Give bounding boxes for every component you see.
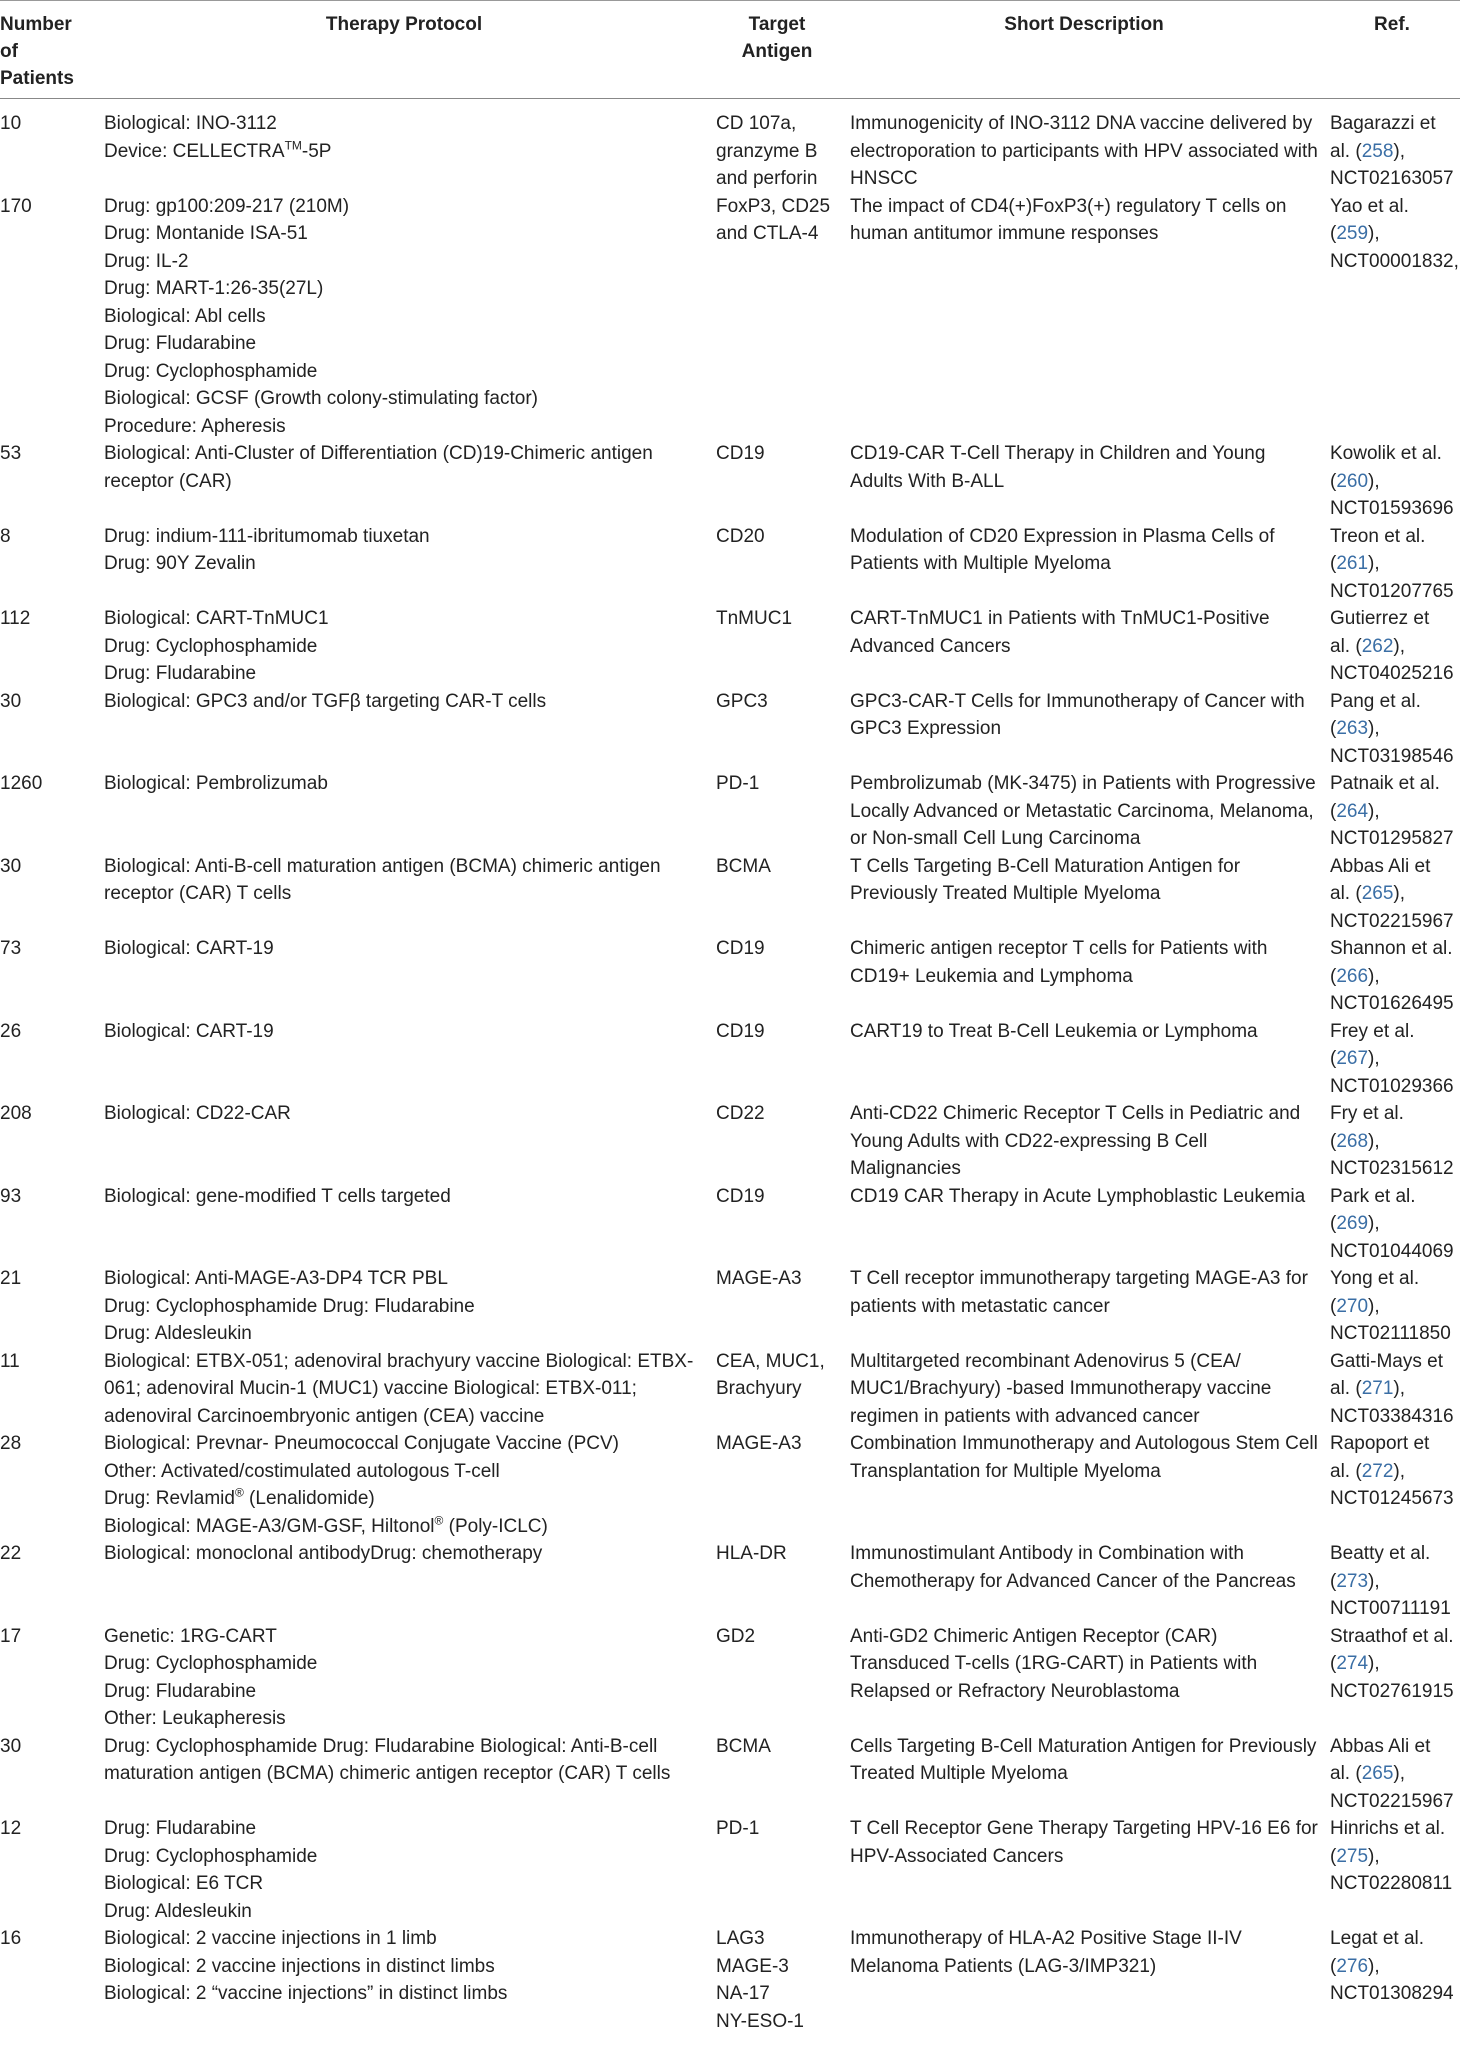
reference-author: Patnaik et al. [1330, 773, 1440, 794]
reference-author: Pang et al. [1330, 690, 1421, 712]
reference-cell: Rapoport et al. (272), NCT01245673 [1330, 1433, 1454, 1509]
patients-cell: 53 [0, 443, 22, 464]
patients-cell: 30 [0, 855, 22, 877]
reference-nct-id: NCT01207765 [1330, 580, 1454, 602]
reference-cell: Park et al. (269), NCT01044069 [1330, 1185, 1454, 1262]
reference-nct-id: NCT03384316 [1330, 1405, 1454, 1427]
therapy-protocol-cell [98, 1183, 710, 1266]
protocol-item: Other: Activated/costimulated autologous T-cell [104, 1460, 500, 1482]
table-row [0, 688, 1460, 771]
patients-cell: 21 [0, 1268, 22, 1289]
therapy-protocol-cell [98, 1348, 710, 1431]
protocol-item: Drug: Cyclophosphamide [104, 360, 318, 382]
therapy-protocol-cell [98, 1815, 710, 1925]
reference-nct-id: NCT01245673 [1330, 1488, 1454, 1509]
reference-nct-id: NCT03198546 [1330, 745, 1454, 767]
protocol-item: Biological: MAGE-A3/GM-GSF, Hiltonol® (Poly-ICLC) [104, 1513, 548, 1537]
reference-author: Shannon et al. [1330, 938, 1453, 959]
reference-citation-link[interactable]: 259 [1336, 223, 1369, 244]
table-row [0, 935, 1460, 1018]
header-target-antigen: Target Antigen [710, 1, 844, 99]
protocol-item: Drug: Fludarabine [104, 663, 257, 684]
target-antigen-cell: PD-1 [716, 1818, 760, 1839]
table-row [0, 99, 1460, 193]
reference-cell: Abbas Ali et al. (265), NCT02215967 [1330, 855, 1454, 932]
protocol-item: Biological: 2 vaccine injections in distinct limbs [104, 1955, 495, 1977]
protocol-item: Biological: Anti-B-cell maturation antigen (BCMA) chimeric antigen receptor (CAR) T cells [104, 855, 661, 904]
table-row [0, 1815, 1460, 1925]
target-antigen-cell: HLA-DR [716, 1543, 787, 1564]
reference-cell: Gatti-Mays et al. (271), NCT03384316 [1330, 1350, 1454, 1427]
target-antigen-cell: CD 107a, granzyme B and perforin [716, 113, 818, 189]
table-row [0, 440, 1460, 523]
reference-citation-link[interactable]: 272 [1361, 1460, 1394, 1482]
antigen-item: MAGE-3 [716, 1955, 789, 1977]
header-row [0, 1, 1460, 99]
reference-nct-id: NCT01626495 [1330, 993, 1454, 1014]
reference-cell: Hinrichs et al. (275), NCT02280811 [1330, 1818, 1453, 1894]
table-row [0, 770, 1460, 853]
protocol-item: Drug: Aldesleukin [104, 1323, 252, 1344]
table-row [0, 1733, 1460, 1816]
therapy-protocol-cell [98, 1265, 710, 1348]
header-short-description: Short Description [844, 1, 1324, 99]
short-description-cell: CD19-CAR T-Cell Therapy in Children and Young Adults With B-ALL [850, 443, 1266, 492]
reference-citation-link[interactable]: 258 [1361, 140, 1394, 162]
patients-cell: 112 [0, 608, 31, 629]
reference-nct-id: NCT02280811 [1330, 1873, 1453, 1894]
table-header [0, 1, 1460, 99]
table-row [0, 1925, 1460, 2035]
protocol-item: Biological: CART-TnMUC1 [104, 608, 329, 629]
patients-cell: 10 [0, 113, 22, 134]
reference-cell: Gutierrez et al. (262), NCT04025216 [1330, 608, 1454, 684]
reference-nct-id: NCT02215967 [1330, 910, 1454, 932]
therapy-protocol-cell [98, 99, 710, 193]
therapy-protocol-cell [98, 193, 710, 441]
short-description-cell: Pembrolizumab (MK-3475) in Patients with Progressive Locally Advanced or Metastatic Carcinoma, Melanoma, or Non-small Cell Lung Carcinoma [850, 773, 1316, 849]
reference-author: Yao et al. [1330, 195, 1409, 217]
reference-citation-link[interactable]: 260 [1336, 470, 1369, 492]
reference-citation-link[interactable]: 262 [1361, 635, 1394, 657]
short-description-cell: Modulation of CD20 Expression in Plasma Cells of Patients with Multiple Myeloma [850, 525, 1275, 574]
target-antigen-cell: CD19 [716, 938, 765, 959]
reference-citation-link[interactable]: 264 [1336, 800, 1369, 822]
reference-author: Yong et al. [1330, 1268, 1420, 1289]
header-therapy-protocol: Therapy Protocol [98, 1, 710, 99]
protocol-item: Drug: indium-111-ibritumomab tiuxetan [104, 525, 430, 547]
reference-nct-id: NCT02761915 [1330, 1680, 1454, 1702]
table-row [0, 1540, 1460, 1623]
protocol-item: Drug: gp100:209-217 (210M) [104, 195, 350, 217]
therapy-protocol-cell [98, 770, 710, 853]
therapy-protocol-cell [98, 605, 710, 688]
protocol-item: Biological: GPC3 and/or TGFβ targeting CAR-T cells [104, 690, 547, 712]
therapy-protocol-cell [98, 1100, 710, 1183]
short-description-cell: CD19 CAR Therapy in Acute Lymphoblastic Leukemia [850, 1185, 1306, 1207]
therapy-protocol-cell [98, 688, 710, 771]
reference-nct-id: NCT02215967 [1330, 1790, 1454, 1812]
reference-author: Park et al. [1330, 1185, 1416, 1207]
reference-author: Frey et al. [1330, 1020, 1415, 1042]
short-description-cell: CART-TnMUC1 in Patients with TnMUC1-Positive Advanced Cancers [850, 608, 1270, 657]
target-antigen-cell: TnMUC1 [716, 608, 793, 629]
reference-nct-id: NCT00711191 [1330, 1598, 1451, 1619]
reference-author: Rapoport et al. [1330, 1433, 1430, 1482]
protocol-item: Biological: 2 vaccine injections in 1 limb [104, 1928, 437, 1949]
superscript-mark: TM [284, 138, 302, 153]
protocol-item: Drug: Aldesleukin [104, 1900, 252, 1922]
reference-author: Bagarazzi et al. [1330, 113, 1436, 162]
target-antigen-cell: CEA, MUC1, Brachyury [716, 1350, 825, 1399]
therapy-protocol-cell [98, 935, 710, 1018]
protocol-item: Biological: 2 “vaccine injections” in distinct limbs [104, 1983, 508, 2004]
reference-cell: Straathof et al. (274), NCT02761915 [1330, 1625, 1454, 1702]
reference-nct-id: NCT01029366 [1330, 1075, 1454, 1097]
reference-cell: Yong et al. (270), NCT02111850 [1330, 1268, 1451, 1344]
protocol-item: Biological: E6 TCR [104, 1873, 264, 1894]
protocol-item: Biological: gene-modified T cells targeted [104, 1185, 451, 1207]
target-antigen-cell: PD-1 [716, 773, 760, 794]
protocol-item: Biological: Prevnar- Pneumococcal Conjugate Vaccine (PCV) [104, 1433, 620, 1454]
protocol-item: Biological: Anti-MAGE-A3-DP4 TCR PBL [104, 1268, 448, 1289]
reference-nct-id: NCT00001832, [1330, 250, 1459, 272]
reference-cell: Shannon et al. (266), NCT01626495 [1330, 938, 1454, 1014]
target-antigen-cell: GPC3 [716, 690, 768, 712]
reference-author: Abbas Ali et al. [1330, 1735, 1431, 1784]
protocol-item: Drug: IL-2 [104, 250, 189, 272]
patients-cell: 28 [0, 1433, 22, 1454]
reference-author: Abbas Ali et al. [1330, 855, 1431, 904]
short-description-cell: Anti-CD22 Chimeric Receptor T Cells in Pediatric and Young Adults with CD22-expressing B Cell Malignancies [850, 1103, 1301, 1179]
table-row [0, 1430, 1460, 1540]
reference-cell: Frey et al. (267), NCT01029366 [1330, 1020, 1454, 1097]
protocol-item: Biological: Pembrolizumab [104, 773, 328, 794]
patients-cell: 12 [0, 1818, 22, 1839]
short-description-cell: T Cell Receptor Gene Therapy Targeting HPV-16 E6 for HPV-Associated Cancers [850, 1818, 1318, 1867]
table-row [0, 523, 1460, 606]
target-antigen-cell: MAGE-A3 [716, 1268, 802, 1289]
patients-cell: 22 [0, 1543, 22, 1564]
target-antigen-cell: CD22 [716, 1103, 765, 1124]
reference-author: Gutierrez et al. [1330, 608, 1430, 657]
target-antigen-cell: CD19 [716, 1185, 765, 1207]
reference-citation-link[interactable]: 266 [1336, 965, 1369, 987]
patients-cell: 1260 [0, 773, 43, 794]
short-description-cell: Immunotherapy of HLA-A2 Positive Stage II-IV Melanoma Patients (LAG-3/IMP321) [850, 1928, 1242, 1977]
short-description-cell: T Cell receptor immunotherapy targeting MAGE-A3 for patients with metastatic cancer [850, 1268, 1308, 1317]
reference-author: Legat et al. [1330, 1928, 1425, 1949]
protocol-item: Biological: CART-19 [104, 938, 274, 959]
target-antigen-cell: CD19 [716, 443, 765, 464]
table-body [0, 99, 1460, 2036]
reference-cell: Bagarazzi et al. (258), NCT02163057 [1330, 113, 1454, 189]
protocol-item: Biological: monoclonal antibodyDrug: chemotherapy [104, 1543, 543, 1564]
reference-citation-link[interactable]: 273 [1336, 1570, 1369, 1592]
reference-author: Straathof et al. [1330, 1625, 1454, 1647]
reference-nct-id: NCT01593696 [1330, 498, 1454, 519]
protocol-item: Procedure: Apheresis [104, 415, 286, 437]
patients-cell: 8 [0, 525, 11, 547]
reference-cell: Patnaik et al. (264), NCT01295827 [1330, 773, 1454, 849]
therapy-protocol-cell [98, 1540, 710, 1623]
reference-citation-link[interactable]: 263 [1336, 718, 1369, 739]
protocol-item: Biological: CART-19 [104, 1020, 274, 1042]
reference-citation-link[interactable]: 268 [1336, 1130, 1369, 1152]
table-row [0, 1623, 1460, 1733]
short-description-cell: Combination Immunotherapy and Autologous Stem Cell Transplantation for Multiple Myeloma [850, 1433, 1318, 1482]
therapy-protocol-cell [98, 1430, 710, 1540]
short-description-cell: Multitargeted recombinant Adenovirus 5 (CEA/ MUC1/Brachyury) -based Immunotherapy vaccine regimen in patients with advanced cancer [850, 1350, 1272, 1427]
reference-cell: Kowolik et al. (260), NCT01593696 [1330, 443, 1454, 519]
short-description-cell: T Cells Targeting B-Cell Maturation Antigen for Previously Treated Multiple Myeloma [850, 855, 1241, 904]
reference-author: Hinrichs et al. [1330, 1818, 1446, 1839]
table-row [0, 605, 1460, 688]
reference-cell: Legat et al. (276), NCT01308294 [1330, 1928, 1454, 2004]
reference-nct-id: NCT02111850 [1330, 1323, 1451, 1344]
patients-cell: 16 [0, 1928, 22, 1949]
protocol-item: Biological: ETBX-051; adenoviral brachyury vaccine Biological: ETBX-061; adenoviral Mucin-1 (MUC1) vaccine Biological: ETBX-011; adenoviral Carcinoembryonic antigen (CEA) vaccine [104, 1350, 694, 1427]
protocol-item: Genetic: 1RG-CART [104, 1625, 277, 1647]
patients-cell: 11 [0, 1350, 20, 1372]
therapy-protocol-cell [98, 523, 710, 606]
protocol-item: Drug: Fludarabine [104, 333, 257, 354]
reference-cell: Pang et al. (263), NCT03198546 [1330, 690, 1454, 767]
therapy-protocol-cell [98, 1018, 710, 1101]
reference-cell: Beatty et al. (273), NCT00711191 [1330, 1543, 1451, 1619]
therapy-protocol-cell [98, 853, 710, 936]
reference-author: Beatty et al. [1330, 1543, 1431, 1564]
protocol-item: Drug: Fludarabine [104, 1680, 257, 1702]
short-description-cell: GPC3-CAR-T Cells for Immunotherapy of Cancer with GPC3 Expression [850, 690, 1305, 739]
header-ref: Ref. [1324, 1, 1460, 99]
reference-author: Fry et al. [1330, 1103, 1404, 1124]
patients-cell: 73 [0, 938, 22, 959]
superscript-mark: ® [434, 1513, 444, 1528]
superscript-mark: ® [234, 1485, 244, 1500]
target-antigen-cell: BCMA [716, 1735, 771, 1757]
target-antigen-cell: BCMA [716, 855, 771, 877]
patients-cell: 170 [0, 195, 32, 217]
patients-cell: 93 [0, 1185, 22, 1207]
protocol-item: Drug: Revlamid® (Lenalidomide) [104, 1485, 375, 1509]
short-description-cell: Chimeric antigen receptor T cells for Patients with CD19+ Leukemia and Lymphoma [850, 938, 1268, 987]
reference-author: Kowolik et al. [1330, 443, 1442, 464]
table-row [0, 1100, 1460, 1183]
protocol-item: Other: Leukapheresis [104, 1708, 286, 1729]
protocol-item: Drug: Cyclophosphamide [104, 1845, 318, 1867]
protocol-item: Biological: GCSF (Growth colony-stimulating factor) [104, 388, 538, 409]
therapy-protocol-cell [98, 1623, 710, 1733]
protocol-item: Drug: Fludarabine [104, 1818, 257, 1839]
table-row [0, 1018, 1460, 1101]
protocol-item: Drug: MART-1:26-35(27L) [104, 278, 324, 299]
protocol-item: Drug: Cyclophosphamide [104, 1653, 318, 1674]
target-antigen-cell [710, 1925, 844, 2035]
protocol-item: Drug: Cyclophosphamide [104, 635, 318, 657]
reference-author: Gatti-Mays et al. [1330, 1350, 1443, 1399]
antigen-item: NY-ESO-1 [716, 2010, 804, 2032]
target-antigen-cell: GD2 [716, 1625, 756, 1647]
reference-citation-link[interactable]: 267 [1336, 1048, 1369, 1069]
target-antigen-cell: CD20 [716, 525, 765, 547]
therapy-protocol-cell [98, 1925, 710, 2035]
reference-nct-id: NCT04025216 [1330, 663, 1454, 684]
short-description-cell: The impact of CD4(+)FoxP3(+) regulatory T cells on human antitumor immune responses [850, 195, 1287, 244]
protocol-item: Biological: CD22-CAR [104, 1103, 291, 1124]
patients-cell: 30 [0, 1735, 22, 1757]
short-description-cell: Immunostimulant Antibody in Combination with Chemotherapy for Advanced Cancer of the Pancreas [850, 1543, 1296, 1592]
header-number-of-patients: Number of Patients [0, 1, 98, 99]
reference-nct-id: NCT02163057 [1330, 168, 1454, 189]
therapy-protocol-cell [98, 440, 710, 523]
target-antigen-cell: MAGE-A3 [716, 1433, 802, 1454]
patients-cell: 208 [0, 1103, 32, 1124]
protocol-item: Drug: Cyclophosphamide Drug: Fludarabine Biological: Anti-B-cell maturation antigen (BCMA) chimeric antigen receptor (CAR) T cells [104, 1735, 671, 1784]
reference-citation-link[interactable]: 269 [1336, 1213, 1369, 1234]
reference-cell: Yao et al. (259), NCT00001832, [1330, 195, 1459, 272]
reference-citation-link[interactable]: 265 [1361, 883, 1394, 904]
reference-citation-link[interactable]: 275 [1336, 1845, 1369, 1867]
reference-citation-link[interactable]: 271 [1361, 1378, 1394, 1399]
protocol-item: Drug: Cyclophosphamide Drug: Fludarabine [104, 1295, 475, 1317]
reference-cell: Treon et al. (261), NCT01207765 [1330, 525, 1454, 602]
reference-citation-link[interactable]: 276 [1336, 1955, 1369, 1977]
protocol-item: Device: CELLECTRA™-5P [104, 138, 332, 162]
protocol-item: Drug: Montanide ISA-51 [104, 223, 308, 244]
therapy-protocol-cell [98, 1733, 710, 1816]
short-description-cell: Cells Targeting B-Cell Maturation Antigen for Previously Treated Multiple Myeloma [850, 1735, 1317, 1784]
patients-cell: 30 [0, 690, 22, 712]
short-description-cell: CART19 to Treat B-Cell Leukemia or Lymphoma [850, 1020, 1258, 1042]
reference-citation-link[interactable]: 270 [1336, 1295, 1369, 1317]
reference-author: Treon et al. [1330, 525, 1426, 547]
table-row [0, 1265, 1460, 1348]
patients-cell: 17 [0, 1625, 22, 1647]
patients-cell: 26 [0, 1020, 22, 1042]
antigen-item: NA-17 [716, 1983, 770, 2004]
antigen-item: LAG3 [716, 1928, 765, 1949]
short-description-cell: Immunogenicity of INO-3112 DNA vaccine delivered by electroporation to participants with HPV associated with HNSCC [850, 113, 1318, 189]
reference-nct-id: NCT02315612 [1330, 1158, 1454, 1179]
short-description-cell: Anti-GD2 Chimeric Antigen Receptor (CAR) Transduced T-cells (1RG-CART) in Patients with Relapsed or Refractory Neuroblastoma [850, 1625, 1258, 1702]
reference-citation-link[interactable]: 261 [1336, 553, 1369, 574]
protocol-item: Biological: INO-3112 [104, 113, 277, 134]
protocol-item: Biological: Anti-Cluster of Differentiation (CD)19-Chimeric antigen receptor (CAR) [104, 443, 653, 492]
target-antigen-cell: CD19 [716, 1020, 765, 1042]
table-row [0, 1348, 1460, 1431]
reference-citation-link[interactable]: 265 [1361, 1763, 1394, 1784]
protocol-item: Drug: 90Y Zevalin [104, 553, 256, 574]
table-row [0, 853, 1460, 936]
reference-nct-id: NCT01308294 [1330, 1983, 1454, 2004]
reference-cell: Fry et al. (268), NCT02315612 [1330, 1103, 1454, 1179]
target-antigen-cell: FoxP3, CD25 and CTLA-4 [716, 195, 831, 244]
reference-nct-id: NCT01295827 [1330, 828, 1454, 849]
table-row [0, 193, 1460, 441]
reference-citation-link[interactable]: 274 [1336, 1653, 1369, 1674]
protocol-item: Biological: Abl cells [104, 305, 266, 327]
reference-cell: Abbas Ali et al. (265), NCT02215967 [1330, 1735, 1454, 1812]
table-row [0, 1183, 1460, 1266]
reference-nct-id: NCT01044069 [1330, 1240, 1454, 1262]
